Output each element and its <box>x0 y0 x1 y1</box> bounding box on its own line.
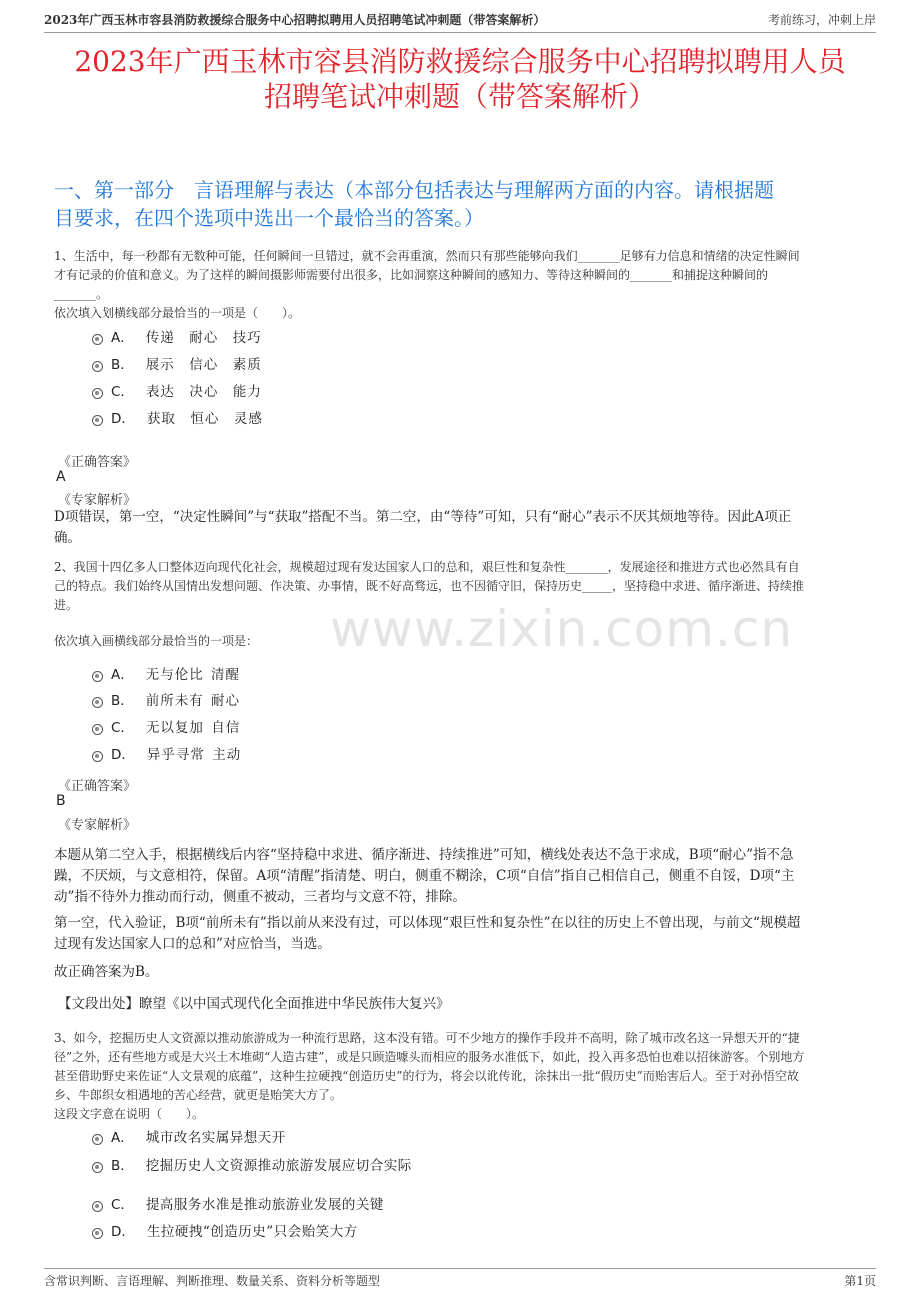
q2-analysis-line: 第一空，代入验证，B项“前所未有”指以前从来没有过，可以体现“艰巨性和复杂性”在以往的历史上不曾出现，与前文“规模超 <box>54 915 801 931</box>
q2-stem-line: 2、我国十四亿多人口整体迈向现代化社会，规模超过现有发达国家人口的总和，艰巨性和复杂性_______，发展途径和推进方式也必然具有自 <box>54 560 800 574</box>
q2-option-d[interactable]: D． 异乎寻常 主动 <box>92 745 241 765</box>
radio-icon[interactable] <box>92 334 103 345</box>
title-line-2: 招聘笔试冲刺题（带答案解析） <box>263 80 656 113</box>
q1-stem-line: 才有记录的价值和意义。为了这样的瞬间摄影师需要付出很多，比如洞察这种瞬间的感知力、等待这种瞬间的_______和捕捉这种瞬间的 <box>54 268 769 282</box>
radio-icon[interactable] <box>92 751 103 762</box>
q3-stem-line: 3、如今，挖掘历史人文资源以推动旅游成为一种流行思路，这本没有错。可不少地方的操作手段并不高明，除了城市改名这一异想天开的“捷 <box>54 1031 800 1045</box>
q2-analysis-line: 躁，不厌烦，与文意相符，保留。A项“清醒”指清楚、明白，侧重不糊涂，C项“自信”指自己相信自己，侧重不自馁，D项“主 <box>54 868 795 884</box>
q3-option-a[interactable]: A． 城市改名实属异想天开 <box>92 1128 286 1148</box>
header-divider <box>44 32 876 33</box>
radio-icon[interactable] <box>92 361 103 372</box>
q3-stem-line: 径”之外，还有些地方或是大兴土木堆砌“人造古建”，或是只顾造噱头而相应的服务水准低下，如此，投入再多恐怕也难以招徕游客。个别地方 <box>54 1050 805 1064</box>
q2-answer-label: 《正确答案》 <box>58 779 137 794</box>
q1-analysis-line: 确。 <box>54 530 81 546</box>
q2-option-a[interactable]: A． 无与伦比 清醒 <box>92 665 240 685</box>
radio-icon[interactable] <box>92 724 103 735</box>
q1-stem-line: 1、生活中，每一秒都有无数种可能，任何瞬间一旦错过，就不会再重演，然而只有那些能够向我们_______足够有力信息和情绪的决定性瞬间 <box>54 249 800 263</box>
header-doc-ref: 2023年广西玉林市容县消防救援综合服务中心招聘拟聘用人员招聘笔试冲刺题（带答案解析） <box>44 13 546 27</box>
q2-answer: B <box>56 793 66 809</box>
q2-conclusion: 故正确答案为B。 <box>54 964 159 980</box>
q2-option-b[interactable]: B． 前所未有 耐心 <box>92 691 240 711</box>
q3-option-b[interactable]: B． 挖掘历史人文资源推动旅游发展应切合实际 <box>92 1156 412 1176</box>
radio-icon[interactable] <box>92 1228 103 1239</box>
q1-answer: A <box>56 469 66 485</box>
q1-analysis-label: 《专家解析》 <box>58 493 137 508</box>
q1-option-b[interactable]: B． 展示 信心 素质 <box>92 355 262 375</box>
section-heading <box>54 176 880 232</box>
q2-stem-line: 己的特点。我们始终从国情出发想问题、作决策、办事情，既不好高骛远，也不因循守旧，保持历史_____，坚持稳中求进、循序渐进、持续推 <box>54 579 805 593</box>
footer-divider <box>44 1268 876 1269</box>
title-line-1: 2023年广西玉林市容县消防救援综合服务中心招聘拟聘用人员 <box>74 45 846 78</box>
radio-icon[interactable] <box>92 388 103 399</box>
radio-icon[interactable] <box>92 697 103 708</box>
q2-analysis-paragraph-2 <box>54 913 860 955</box>
q1-option-c[interactable]: C． 表达 决心 能力 <box>92 382 262 402</box>
q2-analysis-paragraph-1 <box>54 845 860 908</box>
radio-icon[interactable] <box>92 671 103 682</box>
radio-icon[interactable] <box>92 1134 103 1145</box>
q2-stem <box>54 558 860 615</box>
q3-prompt: 这段文字意在说明（ ）。 <box>54 1107 205 1121</box>
q2-source: 【文段出处】瞭望《以中国式现代化全面推进中华民族伟大复兴》 <box>58 996 450 1012</box>
q1-answer-label: 《正确答案》 <box>58 455 137 470</box>
section-heading-line-1: 一、第一部分 言语理解与表达（本部分包括表达与理解两方面的内容。请根据题 <box>54 178 774 202</box>
q2-stem-line: 进。 <box>54 598 79 612</box>
radio-icon[interactable] <box>92 415 103 426</box>
q3-option-c[interactable]: C． 提高服务水准是推动旅游业发展的关键 <box>92 1195 384 1215</box>
document-title <box>40 44 880 114</box>
q2-analysis-line: 过现有发达国家人口的总和”对应恰当，当选。 <box>54 936 331 952</box>
radio-icon[interactable] <box>92 1201 103 1212</box>
q3-stem <box>54 1029 860 1105</box>
section-heading-line-2: 目要求，在四个选项中选出一个最恰当的答案。） <box>54 206 484 230</box>
q1-analysis <box>54 507 860 549</box>
page-number: 第1页 <box>844 1274 876 1288</box>
q2-option-c[interactable]: C． 无以复加 自信 <box>92 718 240 738</box>
q1-stem <box>54 247 860 304</box>
watermark: www.zixin.com.cn <box>330 600 794 658</box>
q1-stem-line: _______。 <box>54 287 109 301</box>
q2-analysis-label: 《专家解析》 <box>58 818 137 833</box>
q1-option-d[interactable]: D． 获取 恒心 灵感 <box>92 409 263 429</box>
q2-prompt: 依次填入画横线部分最恰当的一项是： <box>54 634 259 648</box>
header-slogan: 考前练习，冲刺上岸 <box>767 13 876 27</box>
q1-prompt: 依次填入划横线部分最恰当的一项是（ ）。 <box>54 306 301 320</box>
q3-option-d[interactable]: D． 生拉硬拽“创造历史”只会贻笑大方 <box>92 1222 358 1242</box>
radio-icon[interactable] <box>92 1162 103 1173</box>
q3-stem-line: 甚至借助野史来佐证“人文景观的底蕴”，这种生拉硬拽“创造历史”的行为，将会以讹传讹，涂抹出一批“假历史”而贻害后人。至于对孙悟空故 <box>54 1069 799 1083</box>
q3-stem-line: 乡、牛郎织女相遇地的苦心经营，就更是贻笑大方了。 <box>54 1088 343 1102</box>
footer-topics: 含常识判断、言语理解、判断推理、数量关系、资料分析等题型 <box>44 1274 381 1288</box>
q1-analysis-line: D项错误，第一空，“决定性瞬间”与“获取”搭配不当。第二空，由“等待”可知，只有“耐心”表示不厌其烦地等待。因此A项正 <box>54 509 792 525</box>
q2-analysis-line: 动”指不待外力推动而行动，侧重不被动，三者均与文意不符，排除。 <box>54 889 466 905</box>
q1-option-a[interactable]: A． 传递 耐心 技巧 <box>92 328 262 348</box>
q2-analysis-line: 本题从第二空入手，根据横线后内容“坚持稳中求进、循序渐进、持续推进”可知，横线处表达不急于求成，B项“耐心”指不急 <box>54 847 794 863</box>
